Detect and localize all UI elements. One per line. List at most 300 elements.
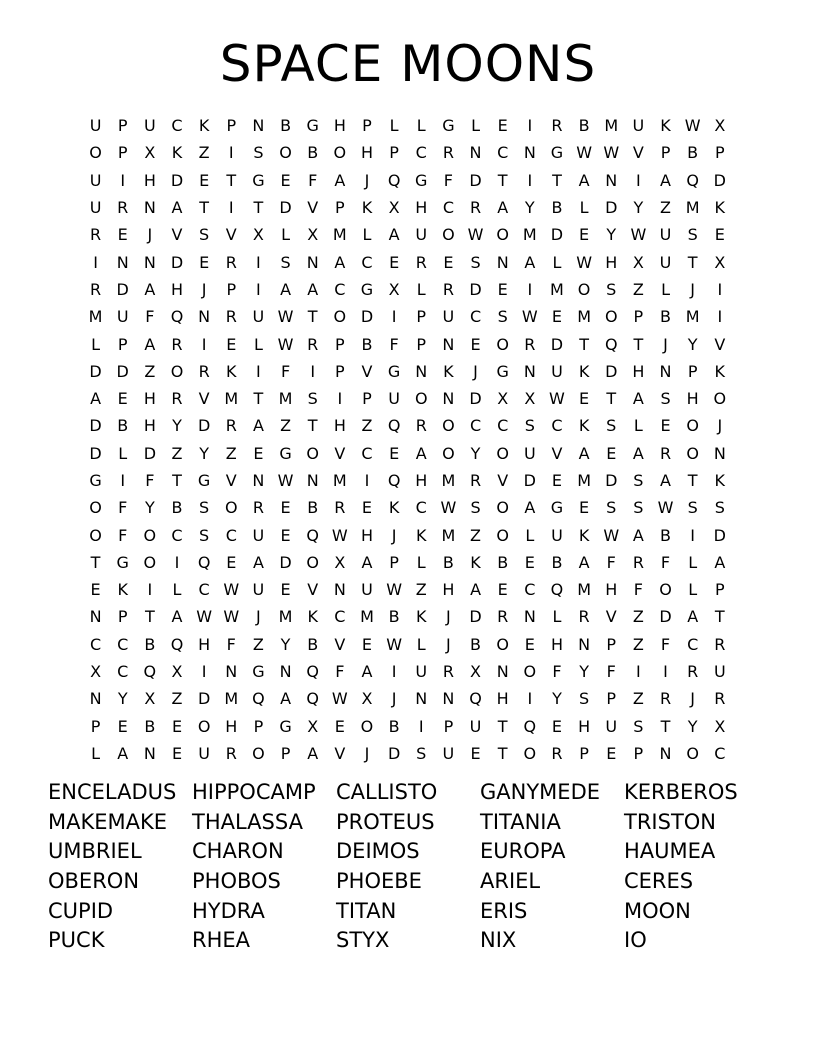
grid-letter[interactable]: V xyxy=(225,225,237,245)
grid-letter[interactable]: U xyxy=(252,580,265,600)
grid-letter[interactable]: S xyxy=(199,498,210,518)
grid-letter[interactable]: Q xyxy=(387,416,401,436)
grid-letter[interactable]: E xyxy=(470,334,481,354)
grid-letter[interactable]: R xyxy=(90,279,102,299)
grid-letter[interactable]: L xyxy=(91,334,101,354)
grid-letter[interactable]: U xyxy=(415,662,428,682)
grid-letter[interactable]: U xyxy=(442,307,455,327)
grid-letter[interactable]: M xyxy=(332,471,347,490)
grid-letter[interactable]: P xyxy=(335,334,345,354)
grid-letter[interactable]: I xyxy=(527,279,533,299)
grid-letter[interactable]: X xyxy=(334,552,346,572)
grid-letter[interactable]: O xyxy=(577,279,591,299)
grid-letter[interactable]: W xyxy=(521,307,538,327)
grid-letter[interactable]: P xyxy=(362,389,372,409)
grid-letter[interactable]: H xyxy=(415,198,428,218)
grid-letter[interactable]: F xyxy=(335,662,345,682)
grid-letter[interactable]: I xyxy=(120,170,126,190)
grid-letter[interactable]: D xyxy=(469,170,482,190)
grid-letter[interactable]: L xyxy=(416,634,426,654)
grid-letter[interactable]: S xyxy=(524,416,535,436)
grid-letter[interactable]: F xyxy=(280,361,291,381)
grid-letter[interactable]: A xyxy=(632,389,644,409)
grid-letter[interactable]: B xyxy=(660,307,672,327)
grid-letter[interactable]: S xyxy=(687,225,698,245)
grid-letter[interactable]: P xyxy=(335,198,345,218)
grid-letter[interactable]: K xyxy=(470,552,481,572)
grid-letter[interactable]: L xyxy=(661,279,670,299)
grid-letter[interactable]: N xyxy=(306,471,319,490)
grid-letter[interactable]: E xyxy=(579,225,590,245)
grid-letter[interactable]: N xyxy=(442,389,455,409)
grid-letter[interactable]: R xyxy=(659,443,672,463)
grid-letter[interactable]: Y xyxy=(199,443,210,463)
grid-letter[interactable]: P xyxy=(714,143,725,163)
grid-letter[interactable]: B xyxy=(442,552,454,572)
grid-letter[interactable]: A xyxy=(117,743,129,763)
grid-letter[interactable]: N xyxy=(143,252,156,272)
grid-letter[interactable]: H xyxy=(550,634,563,654)
grid-letter[interactable]: R xyxy=(442,143,454,163)
grid-letter[interactable]: Q xyxy=(306,525,319,545)
grid-letter[interactable]: I xyxy=(256,279,261,299)
grid-letter[interactable]: F xyxy=(118,498,128,518)
grid-letter[interactable]: P xyxy=(117,143,128,163)
grid-letter[interactable]: R xyxy=(415,252,427,272)
grid-letter[interactable]: Y xyxy=(470,443,481,463)
grid-letter[interactable]: M xyxy=(224,689,239,709)
grid-letter[interactable]: F xyxy=(145,307,155,327)
grid-letter[interactable]: A xyxy=(144,279,156,299)
grid-letter[interactable]: C xyxy=(225,525,237,545)
grid-letter[interactable]: M xyxy=(604,116,619,136)
grid-letter[interactable]: N xyxy=(116,252,129,272)
grid-letter[interactable]: O xyxy=(360,716,374,736)
grid-letter[interactable]: E xyxy=(117,389,128,409)
grid-letter[interactable]: E xyxy=(524,634,535,654)
grid-letter[interactable]: D xyxy=(605,361,618,381)
grid-letter[interactable]: Q xyxy=(469,689,482,709)
grid-letter[interactable]: Z xyxy=(660,198,671,218)
grid-letter[interactable]: F xyxy=(145,471,155,490)
grid-letter[interactable]: J xyxy=(147,225,153,245)
grid-letter[interactable]: E xyxy=(497,116,508,136)
grid-letter[interactable]: W xyxy=(331,689,348,709)
grid-letter[interactable]: E xyxy=(660,416,671,436)
grid-letter[interactable]: Z xyxy=(361,416,373,436)
grid-letter[interactable]: N xyxy=(578,634,591,654)
grid-letter[interactable]: X xyxy=(714,716,726,736)
grid-letter[interactable]: X xyxy=(388,198,400,218)
grid-letter[interactable]: B xyxy=(578,116,590,136)
grid-letter[interactable]: D xyxy=(469,279,482,299)
grid-letter[interactable]: V xyxy=(551,443,563,463)
grid-letter[interactable]: Y xyxy=(144,498,155,518)
grid-letter[interactable]: E xyxy=(361,634,373,654)
grid-letter[interactable]: A xyxy=(280,279,292,299)
grid-letter[interactable]: U xyxy=(198,743,210,763)
grid-letter[interactable]: W xyxy=(223,580,240,600)
grid-letter[interactable]: N xyxy=(659,361,672,381)
grid-letter[interactable]: V xyxy=(334,443,346,463)
grid-letter[interactable]: F xyxy=(606,662,616,682)
grid-letter[interactable]: A xyxy=(415,443,427,463)
grid-letter[interactable]: F xyxy=(606,552,616,572)
grid-letter[interactable]: Q xyxy=(170,634,184,654)
grid-letter[interactable]: I xyxy=(527,170,533,190)
grid-letter[interactable]: R xyxy=(334,498,346,518)
grid-letter[interactable]: Q xyxy=(170,307,184,327)
grid-letter[interactable]: U xyxy=(252,307,265,327)
grid-letter[interactable]: D xyxy=(89,416,102,436)
grid-letter[interactable]: S xyxy=(633,471,644,490)
grid-letter[interactable]: O xyxy=(224,498,238,518)
grid-letter[interactable]: G xyxy=(197,471,211,490)
grid-letter[interactable]: C xyxy=(442,198,454,218)
grid-letter[interactable]: C xyxy=(334,279,346,299)
grid-letter[interactable]: E xyxy=(389,443,400,463)
grid-letter[interactable]: L xyxy=(688,580,698,600)
grid-letter[interactable]: C xyxy=(714,743,726,763)
grid-letter[interactable]: Z xyxy=(632,634,644,654)
grid-letter[interactable]: M xyxy=(278,389,293,409)
grid-letter[interactable]: W xyxy=(277,471,294,490)
grid-letter[interactable]: Y xyxy=(117,689,128,709)
grid-letter[interactable]: C xyxy=(334,607,346,627)
grid-letter[interactable]: R xyxy=(171,389,183,409)
grid-letter[interactable]: D xyxy=(116,279,129,299)
grid-letter[interactable]: E xyxy=(714,225,725,245)
grid-letter[interactable]: T xyxy=(660,716,671,736)
grid-letter[interactable]: D xyxy=(279,552,292,572)
grid-letter[interactable]: P xyxy=(90,716,101,736)
grid-letter[interactable]: S xyxy=(714,498,725,518)
grid-letter[interactable]: S xyxy=(633,498,644,518)
grid-letter[interactable]: M xyxy=(441,471,456,490)
grid-letter[interactable]: E xyxy=(280,525,291,545)
grid-letter[interactable]: R xyxy=(415,416,427,436)
grid-letter[interactable]: V xyxy=(198,389,210,409)
grid-letter[interactable]: T xyxy=(497,743,508,763)
grid-letter[interactable]: K xyxy=(171,143,183,163)
grid-letter[interactable]: S xyxy=(497,307,508,327)
grid-letter[interactable]: O xyxy=(686,743,699,763)
grid-letter[interactable]: O xyxy=(197,716,211,736)
grid-letter[interactable]: B xyxy=(551,198,563,218)
grid-letter[interactable]: B xyxy=(144,716,156,736)
grid-letter[interactable]: Z xyxy=(280,416,292,436)
grid-letter[interactable]: B xyxy=(388,607,400,627)
grid-letter[interactable]: A xyxy=(280,689,292,709)
grid-letter[interactable]: O xyxy=(143,552,157,572)
grid-letter[interactable]: D xyxy=(89,361,102,381)
grid-letter[interactable]: Y xyxy=(606,225,617,245)
grid-letter[interactable]: I xyxy=(228,198,234,218)
grid-letter[interactable]: V xyxy=(171,225,183,245)
grid-letter[interactable]: S xyxy=(606,416,617,436)
grid-letter[interactable]: Z xyxy=(632,279,644,299)
grid-letter[interactable]: K xyxy=(117,580,128,600)
grid-letter[interactable]: T xyxy=(714,607,725,627)
grid-letter[interactable]: S xyxy=(280,252,291,272)
grid-letter[interactable]: V xyxy=(334,634,346,654)
grid-letter[interactable]: G xyxy=(279,443,292,463)
grid-letter[interactable]: R xyxy=(225,307,237,327)
grid-letter[interactable]: O xyxy=(686,416,699,436)
grid-letter[interactable]: L xyxy=(416,116,426,136)
grid-letter[interactable]: T xyxy=(307,416,318,436)
grid-letter[interactable]: V xyxy=(307,198,319,218)
grid-letter[interactable]: W xyxy=(331,525,348,545)
grid-letter[interactable]: E xyxy=(389,252,400,272)
grid-letter[interactable]: T xyxy=(199,198,210,218)
grid-letter[interactable]: D xyxy=(360,307,374,327)
grid-letter[interactable]: W xyxy=(196,607,213,627)
grid-letter[interactable]: E xyxy=(117,225,128,245)
grid-letter[interactable]: O xyxy=(604,307,618,327)
grid-letter[interactable]: L xyxy=(172,580,182,600)
grid-letter[interactable]: W xyxy=(576,252,593,272)
grid-letter[interactable]: A xyxy=(497,198,509,218)
grid-letter[interactable]: A xyxy=(144,334,156,354)
grid-letter[interactable]: B xyxy=(388,716,400,736)
grid-letter[interactable]: I xyxy=(690,525,696,545)
grid-letter[interactable]: E xyxy=(280,580,291,600)
grid-letter[interactable]: M xyxy=(88,307,103,327)
grid-letter[interactable]: I xyxy=(256,252,261,272)
grid-letter[interactable]: J xyxy=(473,361,478,381)
grid-letter[interactable]: I xyxy=(256,361,261,381)
grid-letter[interactable]: M xyxy=(522,225,537,245)
grid-letter[interactable]: H xyxy=(170,279,183,299)
letter-grid[interactable] xyxy=(82,112,734,767)
grid-letter[interactable]: N xyxy=(659,743,672,763)
grid-letter[interactable]: N xyxy=(89,607,102,627)
grid-letter[interactable]: I xyxy=(663,662,668,682)
grid-letter[interactable]: A xyxy=(334,252,346,272)
grid-letter[interactable]: X xyxy=(171,662,183,682)
grid-letter[interactable]: A xyxy=(714,552,726,572)
grid-letter[interactable]: G xyxy=(306,116,319,136)
grid-letter[interactable]: O xyxy=(686,443,699,463)
grid-letter[interactable]: D xyxy=(469,389,482,409)
grid-letter[interactable]: G xyxy=(252,662,265,682)
grid-letter[interactable]: P xyxy=(579,743,589,763)
grid-letter[interactable]: G xyxy=(116,552,129,572)
grid-letter[interactable]: K xyxy=(578,361,590,381)
grid-letter[interactable]: R xyxy=(252,498,264,518)
grid-letter[interactable]: R xyxy=(90,225,102,245)
grid-letter[interactable]: U xyxy=(551,525,563,545)
grid-letter[interactable]: D xyxy=(713,525,726,545)
grid-letter[interactable]: Z xyxy=(225,443,237,463)
grid-letter[interactable]: T xyxy=(579,334,589,354)
grid-letter[interactable]: N xyxy=(523,143,536,163)
grid-letter[interactable]: X xyxy=(144,689,156,709)
grid-letter[interactable]: N xyxy=(333,580,346,600)
grid-letter[interactable]: N xyxy=(415,689,428,709)
grid-letter[interactable]: Y xyxy=(687,334,698,354)
grid-letter[interactable]: R xyxy=(524,334,536,354)
grid-letter[interactable]: I xyxy=(93,252,98,272)
grid-letter[interactable]: I xyxy=(636,170,641,190)
grid-letter[interactable]: I xyxy=(364,471,370,490)
grid-letter[interactable]: C xyxy=(469,416,482,436)
grid-letter[interactable]: X xyxy=(470,662,482,682)
grid-letter[interactable]: A xyxy=(334,170,346,190)
grid-letter[interactable]: F xyxy=(660,634,671,654)
grid-letter[interactable]: U xyxy=(388,389,400,409)
grid-letter[interactable]: I xyxy=(717,307,723,327)
grid-letter[interactable]: H xyxy=(333,416,346,436)
grid-letter[interactable]: O xyxy=(170,361,184,381)
grid-letter[interactable]: R xyxy=(307,334,319,354)
grid-letter[interactable]: C xyxy=(469,307,482,327)
grid-letter[interactable]: X xyxy=(714,116,726,136)
grid-letter[interactable]: R xyxy=(551,116,563,136)
grid-letter[interactable]: A xyxy=(524,498,536,518)
grid-letter[interactable]: H xyxy=(360,525,373,545)
grid-letter[interactable]: A xyxy=(632,525,644,545)
grid-letter[interactable]: O xyxy=(523,662,537,682)
grid-letter[interactable]: O xyxy=(442,416,455,436)
grid-letter[interactable]: I xyxy=(120,471,126,490)
grid-letter[interactable]: U xyxy=(89,170,102,190)
grid-letter[interactable]: P xyxy=(416,307,427,327)
grid-letter[interactable]: X xyxy=(307,716,319,736)
grid-letter[interactable]: G xyxy=(550,498,564,518)
grid-letter[interactable]: R xyxy=(198,361,210,381)
grid-letter[interactable]: B xyxy=(280,116,292,136)
grid-letter[interactable]: E xyxy=(497,279,508,299)
grid-letter[interactable]: O xyxy=(89,498,102,518)
grid-letter[interactable]: U xyxy=(469,716,482,736)
grid-letter[interactable]: X xyxy=(361,689,373,709)
grid-letter[interactable]: P xyxy=(226,116,237,136)
grid-letter[interactable]: K xyxy=(198,116,210,136)
grid-letter[interactable]: J xyxy=(391,525,397,545)
grid-letter[interactable]: M xyxy=(685,307,700,327)
grid-letter[interactable]: C xyxy=(171,525,183,545)
grid-letter[interactable]: Z xyxy=(415,580,427,600)
grid-letter[interactable]: F xyxy=(118,525,128,545)
grid-letter[interactable]: J xyxy=(391,689,397,709)
grid-letter[interactable]: I xyxy=(391,307,397,327)
grid-letter[interactable]: T xyxy=(497,170,508,190)
grid-letter[interactable]: U xyxy=(659,225,672,245)
grid-letter[interactable]: R xyxy=(469,471,482,490)
grid-letter[interactable]: D xyxy=(170,170,184,190)
grid-letter[interactable]: N xyxy=(225,662,238,682)
grid-letter[interactable]: O xyxy=(496,334,509,354)
grid-letter[interactable]: S xyxy=(253,143,264,163)
grid-letter[interactable]: G xyxy=(442,116,455,136)
grid-letter[interactable]: P xyxy=(389,143,399,163)
grid-letter[interactable]: N xyxy=(252,116,265,136)
grid-letter[interactable]: Q xyxy=(143,662,157,682)
grid-letter[interactable]: O xyxy=(333,307,347,327)
grid-letter[interactable]: E xyxy=(280,498,291,518)
grid-letter[interactable]: T xyxy=(226,170,237,190)
grid-letter[interactable]: J xyxy=(690,689,696,709)
grid-letter[interactable]: P xyxy=(633,307,644,327)
grid-letter[interactable]: J xyxy=(256,607,261,627)
grid-letter[interactable]: A xyxy=(307,743,319,763)
grid-letter[interactable]: O xyxy=(279,143,292,163)
grid-letter[interactable]: N xyxy=(496,252,509,272)
grid-letter[interactable]: D xyxy=(143,443,157,463)
grid-letter[interactable]: B xyxy=(307,634,319,654)
grid-letter[interactable]: C xyxy=(524,580,536,600)
grid-letter[interactable]: H xyxy=(605,580,618,600)
grid-letter[interactable]: X xyxy=(307,225,319,245)
grid-letter[interactable]: U xyxy=(89,198,102,218)
grid-letter[interactable]: N xyxy=(143,743,156,763)
grid-letter[interactable]: L xyxy=(118,443,128,463)
grid-letter[interactable]: A xyxy=(470,580,482,600)
grid-letter[interactable]: Y xyxy=(633,198,644,218)
grid-letter[interactable]: X xyxy=(497,389,509,409)
grid-letter[interactable]: J xyxy=(446,634,451,654)
grid-letter[interactable]: P xyxy=(443,716,454,736)
grid-letter[interactable]: L xyxy=(688,552,698,572)
grid-letter[interactable]: U xyxy=(632,116,645,136)
grid-letter[interactable]: L xyxy=(471,116,480,136)
grid-letter[interactable]: T xyxy=(253,198,264,218)
grid-letter[interactable]: P xyxy=(117,607,128,627)
grid-letter[interactable]: B xyxy=(117,416,129,436)
grid-letter[interactable]: O xyxy=(713,389,727,409)
grid-letter[interactable]: G xyxy=(550,143,564,163)
grid-letter[interactable]: U xyxy=(713,662,726,682)
grid-letter[interactable]: D xyxy=(469,607,482,627)
grid-letter[interactable]: W xyxy=(684,116,701,136)
grid-letter[interactable]: P xyxy=(253,716,264,736)
grid-letter[interactable]: H xyxy=(578,716,591,736)
grid-letter[interactable]: F xyxy=(443,170,453,190)
grid-letter[interactable]: V xyxy=(497,471,509,490)
grid-letter[interactable]: O xyxy=(333,143,347,163)
grid-letter[interactable]: K xyxy=(226,361,237,381)
grid-letter[interactable]: P xyxy=(335,361,345,381)
grid-letter[interactable]: M xyxy=(577,580,591,600)
grid-letter[interactable]: J xyxy=(201,279,207,299)
grid-letter[interactable]: O xyxy=(496,525,509,545)
grid-letter[interactable]: J xyxy=(690,279,696,299)
grid-letter[interactable]: E xyxy=(470,743,481,763)
grid-letter[interactable]: A xyxy=(578,552,590,572)
grid-letter[interactable]: C xyxy=(117,662,129,682)
grid-letter[interactable]: N xyxy=(523,361,536,381)
grid-letter[interactable]: C xyxy=(551,416,563,436)
grid-letter[interactable]: O xyxy=(89,525,102,545)
grid-letter[interactable]: A xyxy=(388,225,400,245)
grid-letter[interactable]: I xyxy=(201,662,207,682)
grid-letter[interactable]: V xyxy=(307,580,319,600)
grid-letter[interactable]: X xyxy=(714,252,726,272)
grid-letter[interactable]: J xyxy=(446,607,451,627)
grid-letter[interactable]: B xyxy=(307,143,319,163)
grid-letter[interactable]: E xyxy=(497,580,508,600)
grid-letter[interactable]: V xyxy=(225,471,237,490)
grid-letter[interactable]: E xyxy=(253,443,264,463)
grid-letter[interactable]: A xyxy=(578,443,590,463)
grid-letter[interactable]: E xyxy=(606,743,617,763)
grid-letter[interactable]: C xyxy=(89,634,102,654)
grid-letter[interactable]: D xyxy=(659,607,672,627)
grid-letter[interactable]: W xyxy=(467,225,484,245)
grid-letter[interactable]: N xyxy=(306,252,319,272)
